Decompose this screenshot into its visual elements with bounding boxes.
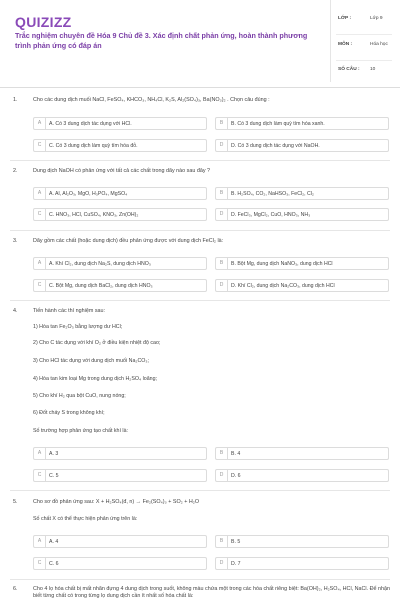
option-d[interactable] [215, 208, 389, 221]
option-letter: C [34, 209, 46, 220]
option-label: A. Khí Cl₂, dung dịch Na₂S, dung dịch HNO₃ [49, 261, 151, 267]
option-d[interactable] [215, 279, 389, 292]
option-letter: A [34, 188, 46, 199]
option-letter: A [34, 258, 46, 269]
option-a[interactable] [33, 187, 207, 200]
question-divider [10, 490, 390, 491]
option-letter: C [34, 558, 46, 569]
class-value: Lớp 9 [370, 16, 383, 21]
option-label: C. HNO₃, HCl, CuSO₄, KNO₃, Zn(OH)₂ [49, 212, 139, 218]
question-number: 5. [13, 499, 18, 505]
option-b[interactable] [215, 187, 389, 200]
question-number: 6. [13, 586, 18, 592]
option-label: B. Bột Mg, dung dịch NaNO₃, dung dịch HCl [231, 261, 333, 267]
experiment-item: 1) Hòa tan Fe₂O₃ bằng lượng dư HCl; [33, 324, 123, 330]
question-text: Cho các dung dịch muối NaCl, FeSO₄, KHCO₃, NH₄Cl, K₂S, Al₂(SO₄)₃, Ba(NO₃)₂ . Chọn câu đúng : [33, 97, 270, 103]
option-c[interactable] [33, 469, 207, 482]
meta-divider [330, 0, 331, 82]
option-letter: B [216, 118, 228, 129]
count-label: SỐ CÂU : [338, 67, 360, 72]
option-letter: D [216, 470, 228, 481]
question-number: 1. [13, 97, 18, 103]
meta-separator [336, 60, 392, 61]
option-a[interactable] [33, 117, 207, 130]
option-label: D. Khí Cl₂, dung dịch Na₂CO₃, dung dịch HCl [231, 283, 335, 289]
experiment-item: 6) Đốt cháy S trong không khí; [33, 410, 105, 416]
class-label: LỚP : [338, 16, 352, 21]
option-label: B. H₂SO₄, CO₂, NaHSO₃, FeCl₂, Cl₂ [231, 191, 314, 197]
option-c[interactable] [33, 208, 207, 221]
question-divider [10, 300, 390, 301]
question-number: 3. [13, 238, 18, 244]
option-a[interactable] [33, 447, 207, 460]
option-d[interactable] [215, 139, 389, 152]
option-c[interactable] [33, 279, 207, 292]
option-letter: A [34, 448, 46, 459]
option-letter: B [216, 448, 228, 459]
question-divider [10, 579, 390, 580]
option-label: C. Có 3 dung dịch làm quỳ tím hóa đỏ. [49, 143, 138, 149]
option-letter: D [216, 140, 228, 151]
quiz-title: Trắc nghiệm chuyên đề Hóa 9 Chủ đề 3. Xác định chất phản ứng, hoàn thành phương trình phản ứng có đáp án [15, 31, 308, 50]
option-label: D. 6 [231, 473, 241, 479]
question-divider [10, 230, 390, 231]
option-c[interactable] [33, 139, 207, 152]
option-b[interactable] [215, 447, 389, 460]
question-text: Dung dịch NaOH có phản ứng với tất cả các chất trong dãy nào sau đây ? [33, 168, 211, 174]
experiment-item: 2) Cho C tác dụng với khí O₂ ở điều kiện nhiệt độ cao; [33, 340, 161, 346]
question-prompt: Số chất X có thể thực hiện phản ứng trên là: [33, 516, 138, 522]
experiment-item: 3) Cho HCl tác dụng với dung dịch muối Na₂CO₃; [33, 358, 150, 364]
experiment-item: 5) Cho khí H₂ qua bột CuO, nung nóng; [33, 393, 126, 399]
option-label: D. 7 [231, 561, 241, 567]
option-label: D. Có 3 dung dịch tác dụng với NaOH. [231, 143, 320, 149]
option-label: A. 3 [49, 451, 59, 457]
option-b[interactable] [215, 117, 389, 130]
option-d[interactable] [215, 557, 389, 570]
option-label: A. Al, Al₂O₃, MgO, H₃PO₄, MgSO₄ [49, 191, 128, 197]
option-b[interactable] [215, 257, 389, 270]
option-b[interactable] [215, 535, 389, 548]
option-letter: A [34, 536, 46, 547]
question-text: Cho sơ đồ phản ứng sau: X + H₂SO₄(đ, n) → Fe₂(SO₄)₃ + SO₂ + H₂O [33, 499, 200, 505]
option-letter: C [34, 280, 46, 291]
question-prompt: Số trường hợp phản ứng tạo chất khí là: [33, 428, 129, 434]
subject-label: MÔN : [338, 42, 353, 47]
question-number: 2. [13, 168, 18, 174]
question-divider [10, 160, 390, 161]
option-letter: B [216, 536, 228, 547]
option-label: B. 5 [231, 539, 241, 545]
option-a[interactable] [33, 257, 207, 270]
option-label: D. FeCl₃, MgCl₂, CuO, HNO₃, NH₃ [231, 212, 311, 218]
option-label: C. Bột Mg, dung dịch BaCl₂, dung dịch HNO₃ [49, 283, 153, 289]
experiment-item: 4) Hòa tan kim loại Mg trong dung dịch H₂SO₄ loãng; [33, 376, 158, 382]
option-letter: C [34, 470, 46, 481]
quiz-header [0, 0, 400, 88]
meta-separator [336, 34, 392, 35]
question-text: Dãy gồm các chất (hoặc dung dịch) đều phản ứng được với dung dịch FeCl₂ là: [33, 238, 224, 244]
option-letter: B [216, 188, 228, 199]
question-text: Tiến hành các thí nghiệm sau: [33, 308, 106, 314]
option-d[interactable] [215, 469, 389, 482]
option-label: B. 4 [231, 451, 241, 457]
option-letter: D [216, 280, 228, 291]
option-a[interactable] [33, 535, 207, 548]
question-text: Cho 4 lọ hóa chất bị mất nhãn đựng 4 dung dịch trong suốt, không màu chứa một trong các hóa chất riêng biệt: Ba(OH)₂, H₂SO₄, HCl, NaCl. Để nhận biết từng chất có trong từng lọ dung dịch cần ít nhất số hóa chất là: [33, 586, 390, 599]
header-divider [0, 87, 400, 88]
option-label: A. Có 3 dung dịch tác dụng với HCl. [49, 121, 132, 127]
option-letter: A [34, 118, 46, 129]
option-label: A. 4 [49, 539, 59, 545]
question-number: 4. [13, 308, 18, 314]
option-letter: D [216, 209, 228, 220]
option-label: C. 6 [49, 561, 59, 567]
option-letter: D [216, 558, 228, 569]
option-c[interactable] [33, 557, 207, 570]
quizizz-logo: QUIZIZZ [15, 14, 72, 30]
option-letter: B [216, 258, 228, 269]
option-label: B. Có 3 dung dịch làm quỳ tím hóa xanh. [231, 121, 325, 127]
option-letter: C [34, 140, 46, 151]
subject-value: Hóa học [370, 42, 388, 47]
count-value: 10 [370, 67, 376, 72]
option-label: C. 5 [49, 473, 59, 479]
